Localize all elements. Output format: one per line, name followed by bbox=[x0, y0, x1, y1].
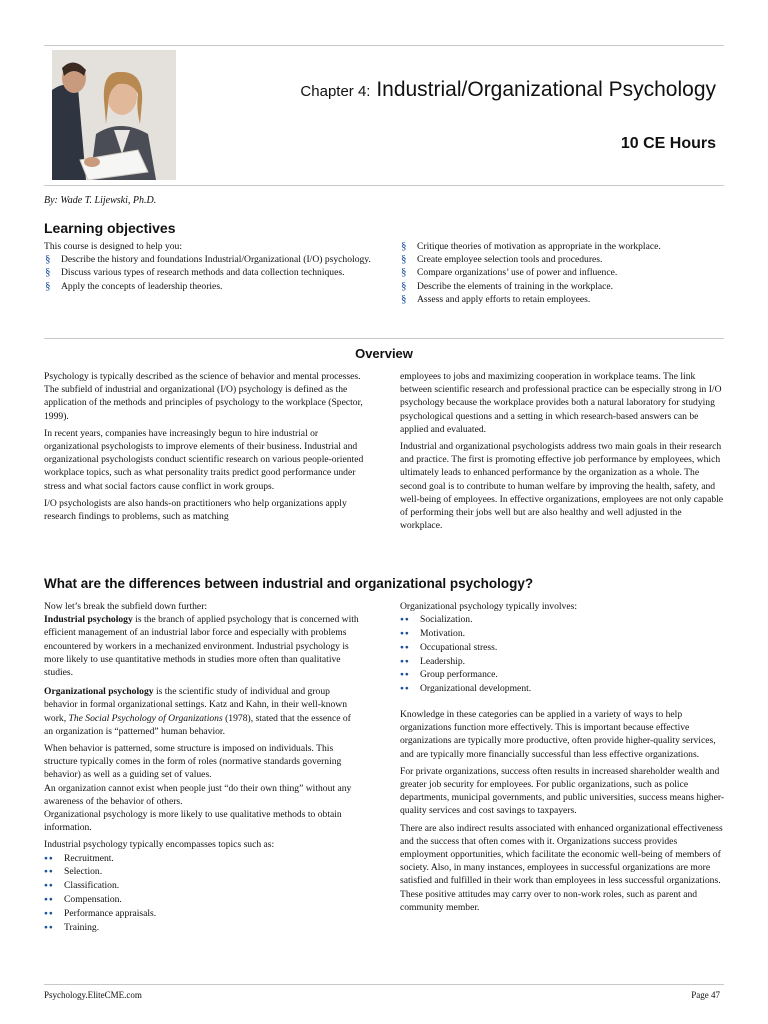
paragraph: When behavior is patterned, some structure is imposed on individuals. This structure typically comes in the form of roles (normative standards governing behavior) as well as a guiding set of values. bbox=[44, 743, 342, 781]
byline: By: Wade T. Lijewski, Ph.D. bbox=[44, 195, 157, 206]
paragraph: Now let’s break the subfield down further: bbox=[44, 601, 208, 612]
list-item: ●● Organizational development. bbox=[400, 682, 726, 696]
organizational-def-text: is the scientific study of individual and group behavior in formal organizational settings. Katz and Kahn, in their well-known work, bbox=[44, 686, 348, 724]
paragraph: Knowledge in these categories can be applied in a variety of ways to help organizations function more effectively. This is important because effective organizations are typically more productive, often provide higher-quality services, and are typically more financially successful than less effective organizations. bbox=[400, 708, 716, 760]
chapter-title bbox=[300, 78, 716, 102]
objective-item: § Describe the history and foundations Industrial/Organizational (I/O) psychology. bbox=[44, 253, 374, 266]
list-item: ●● Performance appraisals. bbox=[44, 907, 362, 921]
industrial-topics-intro: Industrial psychology typically encompasses topics such as: bbox=[44, 839, 275, 851]
paragraph: In recent years, companies have increasingly begun to hire industrial or organizational psychologists to improve elements of their business. Industrial and organizational psychologists conduct scientific research on various people-oriented workplace topics, such as what personality traits predict good performance under stress and what social factors cause conflict in work groups. bbox=[44, 427, 364, 492]
top-rule bbox=[44, 45, 724, 46]
list-item: ●● Selection. bbox=[44, 865, 362, 879]
list-item: ●● Training. bbox=[44, 921, 362, 935]
overview-rule bbox=[44, 338, 724, 339]
paragraph: Organizational psychology is more likely to use qualitative methods to obtain information. bbox=[44, 809, 342, 834]
objectives-intro: This course is designed to help you: bbox=[44, 241, 183, 252]
objective-item: § Critique theories of motivation as appropriate in the workplace. bbox=[400, 240, 726, 253]
chapter-label: Chapter 4: bbox=[300, 83, 371, 100]
ce-hours: 10 CE Hours bbox=[620, 135, 716, 152]
organizational-topics-list bbox=[400, 613, 726, 696]
industrial-definition bbox=[44, 613, 362, 679]
book-title: The Social Psychology of Organizations bbox=[68, 712, 223, 724]
organizational-term: Organizational psychology bbox=[44, 686, 154, 698]
overview-left-column bbox=[44, 370, 369, 527]
objective-item: § Compare organizations’ use of power and influence. bbox=[400, 266, 726, 279]
list-item: ●● Group performance. bbox=[400, 668, 726, 682]
list-item: ●● Motivation. bbox=[400, 627, 726, 641]
paragraph: An organization cannot exist when people just “do their own thing” without any awareness of the behavior of others. bbox=[44, 782, 352, 807]
organizational-definition bbox=[44, 685, 362, 738]
objective-item: § Assess and apply efforts to retain employees. bbox=[400, 293, 726, 306]
objectives-left-column bbox=[44, 240, 374, 293]
paragraph: Psychology is typically described as the science of behavior and mental processes. The subfield of industrial and organizational (I/O) psychology is defined as the application of the methods and principles of psychology to the workplace (Spector, 1999). bbox=[44, 371, 363, 422]
overview-right-column bbox=[400, 370, 726, 536]
footer-site: Psychology.EliteCME.com bbox=[44, 990, 142, 1000]
header-photo bbox=[52, 50, 176, 180]
industrial-topics-list bbox=[44, 852, 362, 935]
industrial-def-text: is the branch of applied psychology that is concerned with efficient management of an industrial labor force and especially with problems encountered by workers in a mechanized environment. Industrial psychology is more likely to use quantitative methods in studies more often than qualitative studies. bbox=[44, 614, 359, 679]
objective-item: § Apply the concepts of leadership theories. bbox=[44, 280, 374, 293]
differences-heading: What are the differences between industrial and organizational psychology? bbox=[44, 576, 534, 591]
chapter-title-text: Industrial/Organizational Psychology bbox=[376, 78, 716, 101]
differences-left-column bbox=[44, 600, 362, 934]
list-item: ●● Socialization. bbox=[400, 613, 726, 627]
paragraph: For private organizations, success often results in increased shareholder wealth and greater job security for employees. For public organizations, such as police departments, municipal governments, and public universities, success means higher-quality services and cost savings to taxpayers. bbox=[400, 765, 725, 817]
objectives-right-list bbox=[400, 240, 726, 306]
objectives-left-list bbox=[44, 253, 374, 293]
photo-illustration bbox=[52, 50, 176, 180]
objective-item: § Describe the elements of training in the workplace. bbox=[400, 280, 726, 293]
objective-item: § Create employee selection tools and procedures. bbox=[400, 253, 726, 266]
paragraph: employees to jobs and maximizing cooperation in workplace teams. The link between scientific research and professional practice can be especially strong in I/O psychology because the workplace provides both a natural laboratory for studying psychological questions and a setting in which research-based answers can be applied and evaluated. bbox=[400, 371, 722, 435]
list-item: ●● Recruitment. bbox=[44, 852, 362, 866]
industrial-term: Industrial psychology bbox=[44, 614, 133, 626]
paragraph: I/O psychologists are also hands-on practitioners who help organizations apply research findings to problems, such as matching bbox=[44, 497, 347, 523]
objective-item: § Discuss various types of research methods and data collection techniques. bbox=[44, 266, 374, 279]
list-item: ●● Classification. bbox=[44, 879, 362, 893]
objectives-right-column bbox=[400, 240, 726, 306]
overview-heading: Overview bbox=[355, 346, 413, 361]
list-item: ●● Compensation. bbox=[44, 893, 362, 907]
organizational-def-text: (1978), stated that the essence of an organization is “patterned” human behavior. bbox=[44, 712, 351, 737]
paragraph: There are also indirect results associated with enhanced organizational effectiveness and the success that often comes with it. Organizations success provides employment opportunities, which facilitate the economic well-being of members of society. Also, in many instances, employees in successful organizations are more satisfied and fulfilled in their work than employees in less successful organizations. These positive attitudes may carry over to non-work roles, such as parent and community member. bbox=[400, 822, 723, 913]
organizational-topics-intro: Organizational psychology typically involves: bbox=[400, 601, 578, 612]
list-item: ●● Occupational stress. bbox=[400, 641, 726, 655]
paragraph: Industrial and organizational psychologists address two main goals in their research and practice. The first is promoting effective job performance by employees, which ultimately leads to enhanced performance by the organization as a whole. The second goal is to contribute to human welfare by improving the health, safety, and well-being of employees. In effective organizations, employees are not only capable of performing their jobs well but are also healthy and well adjusted in the workplace. bbox=[400, 441, 724, 532]
objectives-heading: Learning objectives bbox=[44, 220, 176, 236]
footer-page-number: Page 47 bbox=[691, 990, 720, 1000]
differences-right-column bbox=[400, 600, 726, 918]
header-rule bbox=[44, 185, 724, 186]
footer-rule bbox=[44, 984, 724, 985]
list-item: ●● Leadership. bbox=[400, 655, 726, 669]
